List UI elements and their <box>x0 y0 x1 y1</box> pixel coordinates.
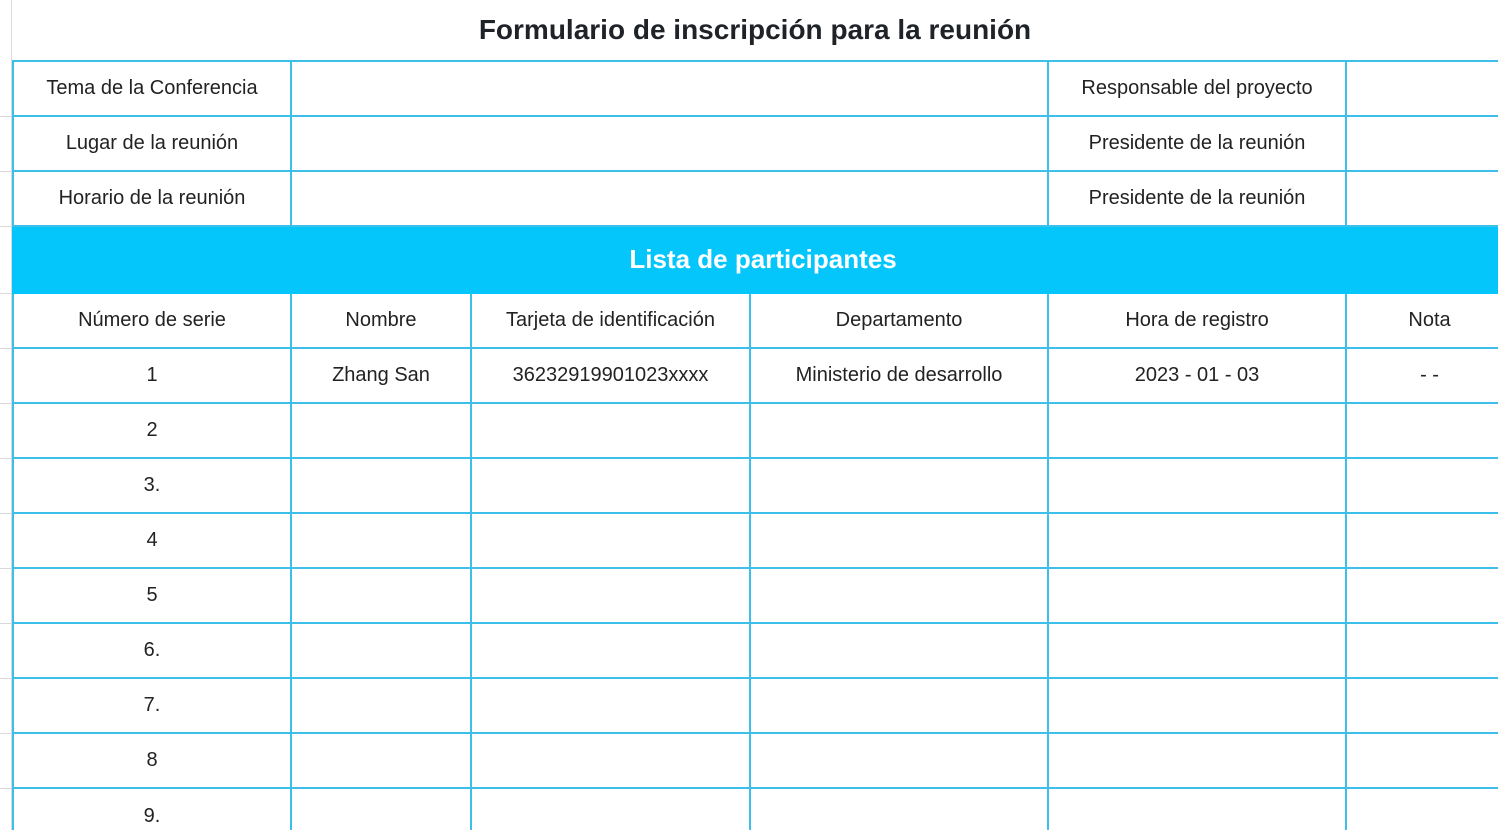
registration-table <box>12 60 1498 830</box>
department-cell[interactable] <box>750 458 1048 513</box>
serial-cell[interactable]: 1 <box>13 348 291 403</box>
table-row <box>13 513 1498 568</box>
header-note[interactable]: Nota <box>1346 293 1498 348</box>
header-id-card[interactable]: Tarjeta de identificación <box>471 293 750 348</box>
name-cell[interactable] <box>291 458 471 513</box>
table-row <box>13 788 1498 830</box>
check-in-time-cell[interactable] <box>1048 403 1346 458</box>
gutter-line <box>0 403 12 404</box>
department-cell[interactable] <box>750 403 1048 458</box>
serial-cell[interactable]: 2 <box>13 403 291 458</box>
info-row-schedule <box>13 171 1498 226</box>
id-card-cell[interactable]: 36232919901023xxxx <box>471 348 750 403</box>
participants-banner-row <box>13 226 1498 293</box>
form-title: Formulario de inscripción para la reunión <box>478 14 1032 45</box>
name-cell[interactable] <box>291 513 471 568</box>
table-row <box>13 348 1498 403</box>
note-cell[interactable]: - - <box>1346 348 1498 403</box>
note-cell[interactable] <box>1346 513 1498 568</box>
check-in-time-cell[interactable] <box>1048 568 1346 623</box>
name-cell[interactable] <box>291 403 471 458</box>
gutter-line <box>0 348 12 349</box>
check-in-time-cell[interactable] <box>1048 513 1346 568</box>
note-cell[interactable] <box>1346 458 1498 513</box>
id-card-cell[interactable] <box>471 788 750 830</box>
name-cell[interactable] <box>291 623 471 678</box>
id-card-cell[interactable] <box>471 733 750 788</box>
department-cell[interactable] <box>750 623 1048 678</box>
name-cell[interactable]: Zhang San <box>291 348 471 403</box>
serial-cell[interactable]: 9. <box>13 788 291 830</box>
department-cell[interactable] <box>750 678 1048 733</box>
conference-topic-label[interactable]: Tema de la Conferencia <box>13 61 291 116</box>
header-name[interactable]: Nombre <box>291 293 471 348</box>
id-card-cell[interactable] <box>471 403 750 458</box>
department-cell[interactable] <box>750 513 1048 568</box>
name-cell[interactable] <box>291 733 471 788</box>
serial-cell[interactable]: 3. <box>13 458 291 513</box>
project-lead-cell[interactable] <box>1346 61 1498 116</box>
venue-label[interactable]: Lugar de la reunión <box>13 116 291 171</box>
name-cell[interactable] <box>291 678 471 733</box>
gutter-line <box>0 513 12 514</box>
header-serial[interactable]: Número de serie <box>13 293 291 348</box>
id-card-cell[interactable] <box>471 513 750 568</box>
id-card-cell[interactable] <box>471 458 750 513</box>
name-cell[interactable] <box>291 788 471 830</box>
name-cell[interactable] <box>291 568 471 623</box>
gutter-line <box>0 568 12 569</box>
department-cell[interactable] <box>750 568 1048 623</box>
table-row <box>13 403 1498 458</box>
info-row-topic <box>13 61 1498 116</box>
gutter-line <box>0 788 12 789</box>
venue-cell[interactable] <box>291 116 1048 171</box>
table-row <box>13 678 1498 733</box>
project-lead-label[interactable]: Responsable del proyecto <box>1048 61 1346 116</box>
note-cell[interactable] <box>1346 733 1498 788</box>
conference-topic-cell[interactable] <box>291 61 1048 116</box>
serial-cell[interactable]: 8 <box>13 733 291 788</box>
gutter-line <box>0 733 12 734</box>
gutter-line <box>0 623 12 624</box>
gutter-line <box>0 116 12 117</box>
note-cell[interactable] <box>1346 678 1498 733</box>
schedule-label[interactable]: Horario de la reunión <box>13 171 291 226</box>
header-check-in-time[interactable]: Hora de registro <box>1048 293 1346 348</box>
table-row <box>13 733 1498 788</box>
check-in-time-cell[interactable]: 2023 - 01 - 03 <box>1048 348 1346 403</box>
serial-cell[interactable]: 4 <box>13 513 291 568</box>
row-gutter <box>0 0 12 830</box>
chair2-cell[interactable] <box>1346 171 1498 226</box>
note-cell[interactable] <box>1346 623 1498 678</box>
note-cell[interactable] <box>1346 403 1498 458</box>
table-row <box>13 623 1498 678</box>
id-card-cell[interactable] <box>471 568 750 623</box>
info-row-venue <box>13 116 1498 171</box>
gutter-line <box>0 171 12 172</box>
schedule-cell[interactable] <box>291 171 1048 226</box>
participants-header-row <box>13 293 1498 348</box>
chair-cell[interactable] <box>1346 116 1498 171</box>
gutter-line <box>0 293 12 294</box>
serial-cell[interactable]: 6. <box>13 623 291 678</box>
note-cell[interactable] <box>1346 788 1498 830</box>
serial-cell[interactable]: 7. <box>13 678 291 733</box>
department-cell[interactable]: Ministerio de desarrollo <box>750 348 1048 403</box>
table-row <box>13 568 1498 623</box>
header-department[interactable]: Departamento <box>750 293 1048 348</box>
check-in-time-cell[interactable] <box>1048 678 1346 733</box>
check-in-time-cell[interactable] <box>1048 623 1346 678</box>
participants-banner[interactable]: Lista de participantes <box>13 226 1498 293</box>
id-card-cell[interactable] <box>471 623 750 678</box>
department-cell[interactable] <box>750 733 1048 788</box>
gutter-line <box>0 458 12 459</box>
check-in-time-cell[interactable] <box>1048 733 1346 788</box>
serial-cell[interactable]: 5 <box>13 568 291 623</box>
check-in-time-cell[interactable] <box>1048 458 1346 513</box>
note-cell[interactable] <box>1346 568 1498 623</box>
check-in-time-cell[interactable] <box>1048 788 1346 830</box>
gutter-line <box>0 678 12 679</box>
chair2-label[interactable]: Presidente de la reunión <box>1048 171 1346 226</box>
chair-label[interactable]: Presidente de la reunión <box>1048 116 1346 171</box>
id-card-cell[interactable] <box>471 678 750 733</box>
table-row <box>13 458 1498 513</box>
gutter-line <box>0 226 12 227</box>
department-cell[interactable] <box>750 788 1048 830</box>
